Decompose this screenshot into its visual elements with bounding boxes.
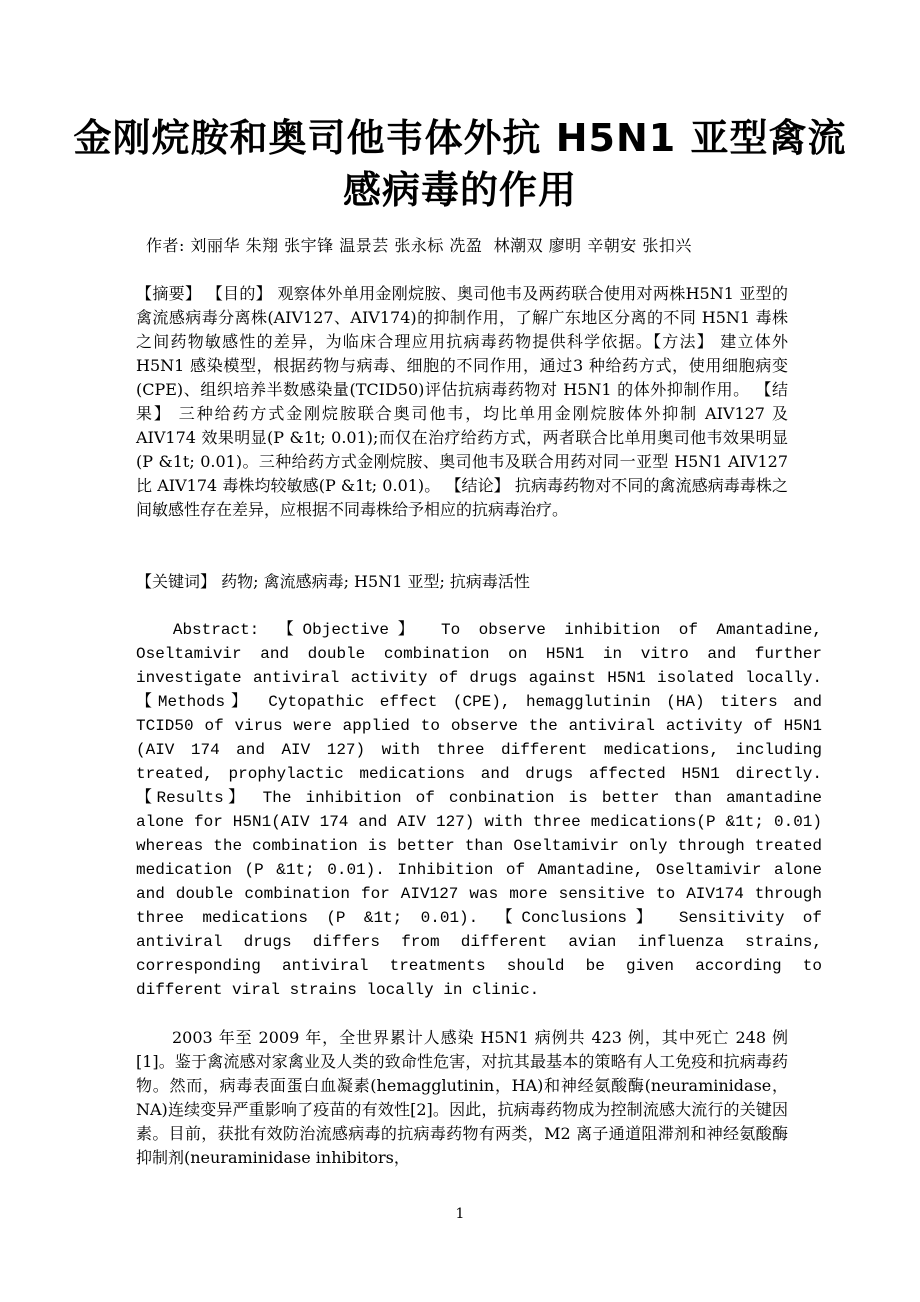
page-number: 1 [455,1206,465,1222]
objective-label: 【目的】 [206,284,273,303]
objective-text: 观察体外单用金刚烷胺、奥司他韦及两药联合使用对两株H5N1 亚型的禽流感病毒分离株(AIV127、AIV174)的抑制作用，了解广东地区分离的不同 H5N1 毒株之间药物敏感性的差异，为临床合理应用抗病毒药物提供科学依据。 [136,284,788,351]
methods-text: 建立体外 H5N1 感染模型，根据药物与病毒、细胞的不同作用，通过3 种给药方式，使用细胞病变(CPE)、组织培养半数感染量(TCID50)评估抗病毒药物对 H5N1 的体外抑制作用。 [136,332,788,399]
english-abstract [136,618,822,1002]
chinese-abstract [136,282,788,522]
en-methods-label: 【Methods】 [136,693,253,711]
keywords-text: 药物; 禽流感病毒; H5N1 亚型; 抗病毒活性 [216,572,530,591]
abstract-label: 【摘要】 [136,284,202,303]
en-results-text: The inhibition of conbination is better than amantadine alone for H5N1(AIV 174 and AIV 127) with three medications(P &1t; 0.01) whereas the combination is better than Oseltamivir only through treated medication (P &1t; 0.01). Inhibition of Amantadine, Oseltamivir alone and double combination for AIV127 was more sensitive to AIV174 through three medications (P &1t; 0.01). [136,789,823,927]
en-objective-text: To observe inhibition of Amantadine, Oseltamivir and double combination on H5N1 in vitro and further investigate antiviral activity of drugs against H5N1 isolated locally. [136,621,823,687]
en-methods-text: Cytopathic effect (CPE), hemagglutinin (HA) titers and TCID50 of virus were applied to observe the antiviral activity of H5N1 (AIV 174 and AIV 127) with three different medications, including treated, prophylactic medications and drugs affected H5N1 directly. [136,693,822,783]
en-objective-label: 【Objective】 [277,621,423,639]
conclusions-text: 抗病毒药物对不同的禽流感病毒毒株之间敏感性存在差异，应根据不同毒株给予相应的抗病毒治疗。 [136,476,788,519]
en-abstract-label: Abstract: [136,621,278,639]
en-results-label: 【Results】 [136,789,249,807]
keywords [136,570,788,594]
results-text: 三种给药方式金刚烷胺联合奥司他韦，均比单用金刚烷胺体外抑制 AIV127 及 AIV174 效果明显(P &1t; 0.01);而仅在治疗给药方式，两者联合比单用奥司他韦效果明显(P &1t; 0.01)。三种给药方式金刚烷胺、奥司他韦及联合用药对同一亚型 H5N1 AIV127 比 AIV174 毒株均较敏感(P &1t; 0.01)。 [136,404,788,495]
introduction-paragraph: 2003 年至 2009 年，全世界累计人感染 H5N1 病例共 423 例，其中死亡 248 例[1]。鉴于禽流感对家禽业及人类的致命性危害，对抗其最基本的策略有人工免疫和抗病毒药物。然而，病毒表面蛋白血凝素(hemagglutinin，HA)和神经氨酸酶(neuraminidase，NA)连续变异严重影响了疫苗的有效性[2]。因此，抗病毒药物成为控制流感大流行的关键因素。目前，获批有效防治流感病毒的抗病毒药物有两类，M2 离子通道阻滞剂和神经氨酸酶抑制剂(neuraminidase inhibitors， [136,1028,788,1167]
paper-title: 金刚烷胺和奥司他韦体外抗 H5N1 亚型禽流感病毒的作用 [73,116,847,212]
en-conclusions-text: Sensitivity of antiviral drugs differs from different avian influenza strains, corresponding antiviral treatments should be given according to different viral strains locally in clinic. [136,909,822,999]
keywords-label: 【关键词】 [136,572,217,591]
author-list: 作者: 刘丽华 朱翔 张宇锋 温景芸 张永标 冼盈 林潮双 廖明 辛朝安 张扣兴 [146,236,692,255]
results-label: 【结果】 [136,380,788,423]
en-conclusions-label: 【Conclusions】 [496,909,661,927]
methods-label: 【方法】 [653,332,714,351]
conclusions-label: 【结论】 [445,476,510,495]
